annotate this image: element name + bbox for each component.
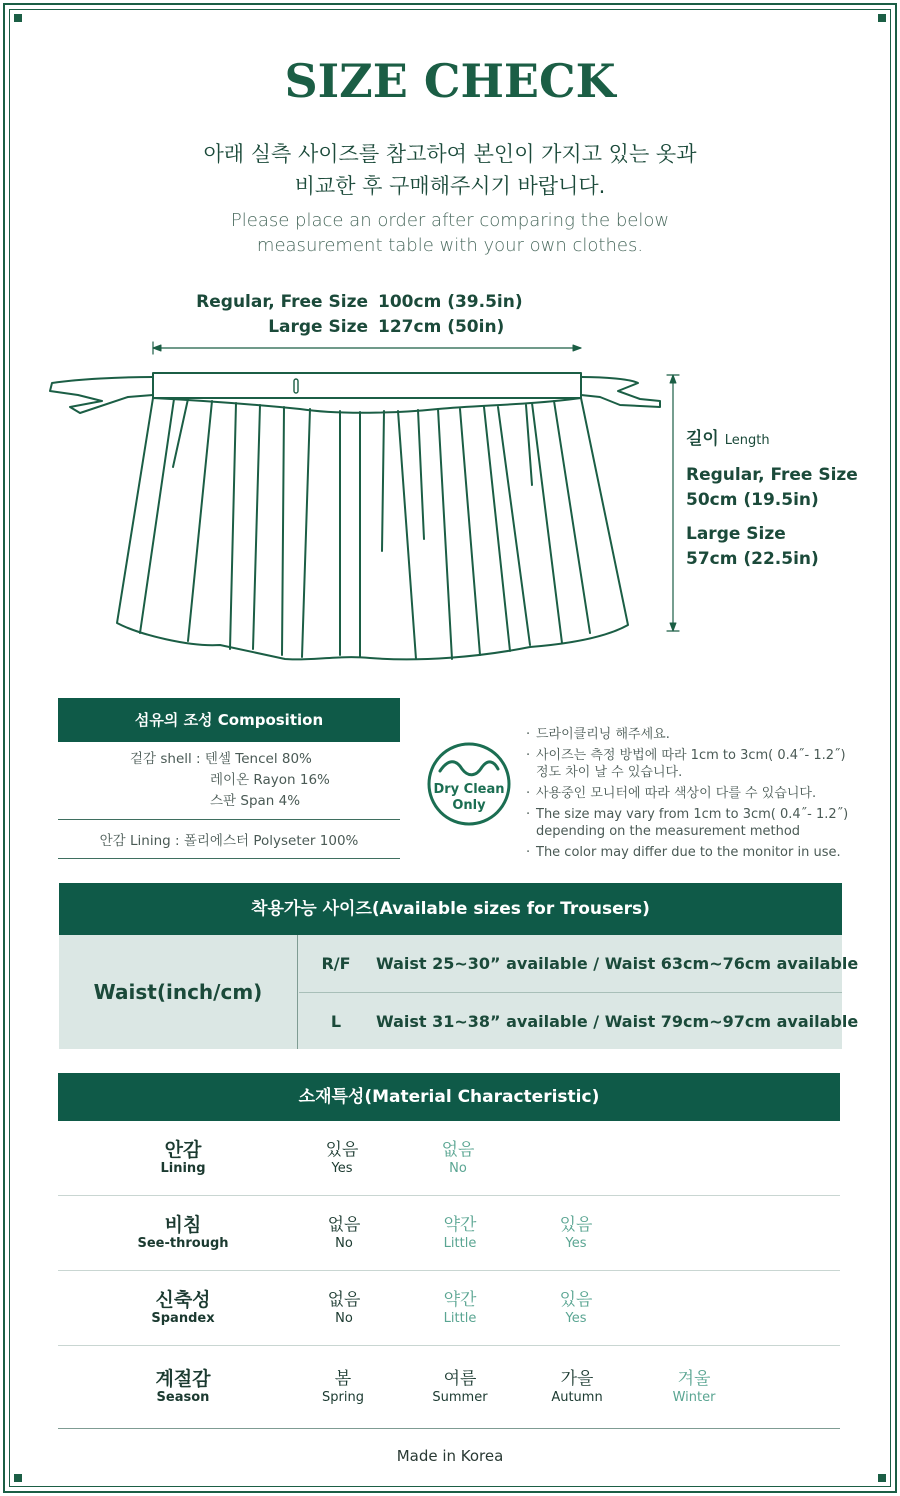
option-en: Yes: [565, 1236, 587, 1251]
option-selected: [517, 1346, 637, 1429]
option-kr: 여름: [443, 1369, 477, 1389]
composition-table: [58, 698, 400, 859]
option-en: Yes: [331, 1161, 353, 1176]
corner-square-icon: [878, 1474, 886, 1482]
dry-clean-line1: Dry Clean: [433, 782, 505, 797]
length-large-value: 57cm (22.5in): [686, 549, 819, 569]
material-header: 소재특성(Material Characteristic): [58, 1073, 840, 1121]
composition-shell-3: 스판 Span 4%: [210, 793, 301, 809]
note-item: · 사용중인 모니터에 따라 색상이 다를 수 있습니다.: [526, 785, 856, 802]
option-kr: 겨울: [677, 1369, 711, 1389]
divider: [58, 858, 400, 859]
option-en: No: [335, 1311, 353, 1326]
option-kr: 약간: [443, 1290, 477, 1310]
option-en: No: [449, 1161, 467, 1176]
option-unselected: [516, 1196, 636, 1271]
option-en: Winter: [672, 1390, 716, 1405]
composition-lining: 안감 Lining : 폴리에스터 Polyseter 100%: [99, 833, 359, 849]
waist-large-value: 127cm (50in): [378, 317, 505, 337]
corner-square-icon: [14, 1474, 22, 1482]
row-label-kr: 계절감: [155, 1368, 211, 1390]
composition-shell-1: 겉감 shell : 텐셀 Tencel 80%: [130, 751, 312, 767]
length-title-en: Length: [724, 433, 770, 448]
row-label-kr: 비침: [164, 1214, 202, 1236]
option-unselected: [634, 1346, 754, 1429]
dry-clean-icon: [426, 741, 512, 827]
option-kr: 있음: [325, 1140, 359, 1160]
option-kr: 약간: [443, 1215, 477, 1235]
row-label-en: See-through: [137, 1236, 229, 1251]
option-unselected: [400, 1271, 520, 1346]
size-range: Waist 25~30” available / Waist 63cm~76cm available: [376, 954, 859, 973]
available-sizes-header: 착용가능 사이즈(Available sizes for Trousers): [59, 883, 842, 935]
available-sizes-table: [59, 883, 859, 1049]
size-code: L: [330, 1012, 342, 1031]
option-kr: 없음: [327, 1290, 361, 1310]
material-row-spandex: [58, 1271, 840, 1346]
row-label-kr: 안감: [164, 1139, 202, 1161]
option-en: Yes: [565, 1311, 587, 1326]
intro-kr-line2: 비교한 후 구매해주시기 바랍니다.: [294, 174, 606, 198]
row-label: [123, 1121, 243, 1196]
composition-shell-2: 레이온 Rayon 16%: [210, 772, 330, 788]
size-range: Waist 31~38” available / Waist 79cm~97cm available: [376, 1012, 859, 1031]
material-row-lining: [58, 1121, 840, 1196]
option-unselected: [398, 1121, 518, 1196]
option-en: No: [335, 1236, 353, 1251]
option-kr: 없음: [327, 1215, 361, 1235]
option-kr: 있음: [559, 1290, 593, 1310]
intro-en-line2: measurement table with your own clothes.: [256, 235, 644, 256]
length-title-kr: 길이: [686, 429, 719, 449]
note-item: · 사이즈는 측정 방법에 따라 1cm to 3cm( 0.4˝- 1.2˝) 정도 차이 날 수 있습니다.: [526, 747, 856, 781]
option-unselected: [400, 1196, 520, 1271]
intro-kr-line1: 아래 실측 사이즈를 참고하여 본인이 가지고 있는 옷과: [203, 142, 697, 166]
corner-square-icon: [14, 14, 22, 22]
row-label: [123, 1346, 243, 1429]
option-en: Autumn: [551, 1390, 603, 1405]
option-en: Little: [443, 1311, 477, 1326]
option-kr: 봄: [334, 1369, 352, 1389]
table-row: [299, 935, 859, 992]
skirt-illustration: [40, 335, 690, 670]
care-notes: [526, 726, 856, 865]
row-label: [123, 1271, 243, 1346]
option-selected: [400, 1346, 520, 1429]
intro-korean: [0, 138, 900, 202]
available-sizes-label: Waist(inch/cm): [59, 935, 298, 1049]
waist-large-label: Large Size: [268, 317, 368, 337]
option-kr: 가을: [560, 1369, 594, 1389]
option-selected: [284, 1271, 404, 1346]
note-item: · The size may vary from 1cm to 3cm( 0.4˝- 1.2˝) depending on the measurement method: [526, 806, 856, 840]
option-selected: [283, 1346, 403, 1429]
corner-square-icon: [878, 14, 886, 22]
size-code: R/F: [321, 954, 351, 973]
waist-regular-value: 100cm (39.5in): [378, 292, 523, 312]
table-row: [299, 992, 859, 1049]
option-en: Spring: [322, 1390, 364, 1405]
note-item: · 드라이클리닝 해주세요.: [526, 726, 856, 743]
length-regular-label: Regular, Free Size: [686, 465, 858, 485]
intro-en-line1: Please place an order after comparing the below: [230, 210, 670, 231]
made-in-footer: Made in Korea: [396, 1447, 504, 1465]
option-kr: 없음: [441, 1140, 475, 1160]
material-row-see-through: [58, 1196, 840, 1271]
option-unselected: [516, 1271, 636, 1346]
option-selected: [284, 1196, 404, 1271]
intro-english: [0, 208, 900, 258]
composition-header: 섬유의 조성 Composition: [58, 698, 400, 742]
length-measurement: [686, 424, 886, 572]
row-label-en: Lining: [160, 1161, 206, 1176]
row-label: [123, 1196, 243, 1271]
dry-clean-line2: Only: [452, 798, 486, 813]
material-row-season: [58, 1346, 840, 1429]
waist-regular-label: Regular, Free Size: [196, 292, 368, 312]
row-label-kr: 신축성: [155, 1289, 211, 1311]
page-title: SIZE CHECK: [284, 54, 616, 108]
note-item: · The color may differ due to the monitor in use.: [526, 844, 856, 861]
row-label-en: Season: [156, 1390, 210, 1405]
option-en: Summer: [432, 1390, 488, 1405]
row-label-en: Spandex: [151, 1311, 215, 1326]
option-en: Little: [443, 1236, 477, 1251]
material-table: [58, 1073, 840, 1429]
length-large-label: Large Size: [686, 524, 786, 544]
option-kr: 있음: [559, 1215, 593, 1235]
option-selected: [282, 1121, 402, 1196]
length-regular-value: 50cm (19.5in): [686, 490, 819, 510]
